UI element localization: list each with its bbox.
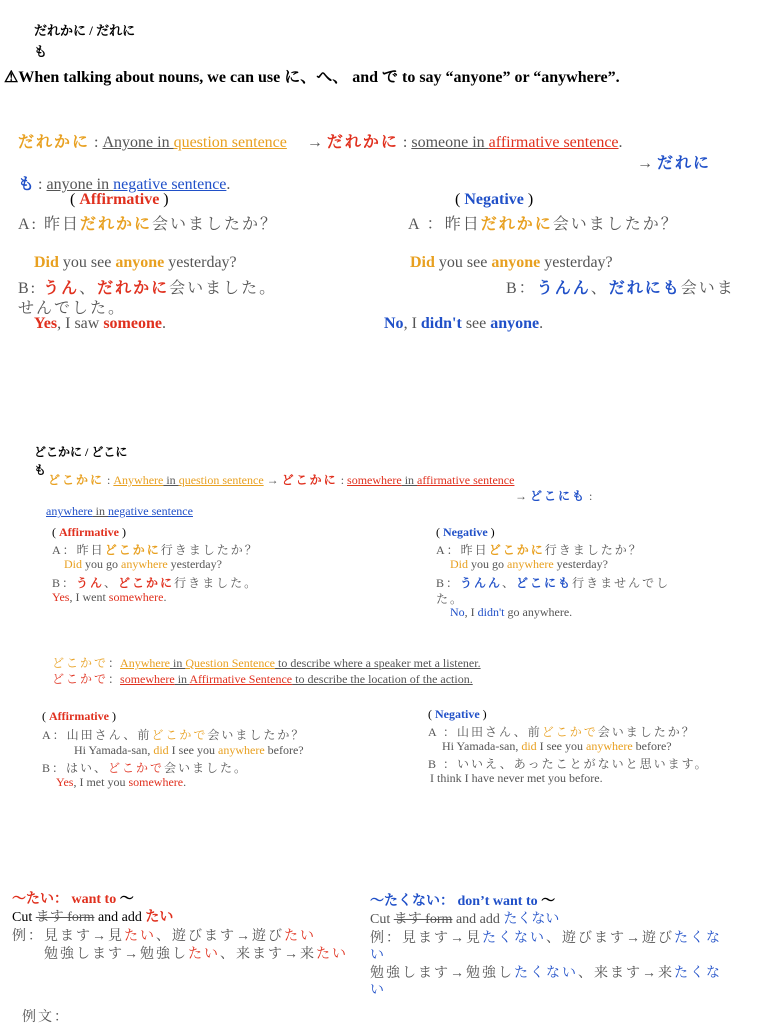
s2-line2: → どこにも : bbox=[515, 489, 593, 503]
s2-left-a: A：昨日どこかに行きましたか？ bbox=[52, 543, 259, 557]
s1-right-b: B：うんん、だれにも会いま bbox=[506, 280, 735, 297]
section1-title-cont: も bbox=[34, 44, 48, 59]
example-sentences-label: 例文： bbox=[22, 1010, 70, 1025]
s2-right-b: B：うんん、どこにも行きませんでし bbox=[436, 576, 671, 590]
s1-left-en2: Yes, I saw someone. bbox=[34, 315, 166, 332]
s4-left-title: 〜たい： want to 〜 bbox=[12, 892, 134, 907]
s4-left-ex2: 勉強します→勉強したい、来ます→来たい bbox=[44, 947, 348, 962]
s1-affirmative-heading: ( Affirmative ) bbox=[70, 191, 169, 208]
s4-left-cut: Cut ます form and add たい bbox=[12, 910, 174, 925]
s2-right-a: A：昨日どこかに行きましたか？ bbox=[436, 543, 643, 557]
s1-right-en2: No, I didn't see anyone. bbox=[384, 315, 544, 332]
s4-right-ex2: 勉強します→勉強したくない、来ます→来たくな bbox=[370, 966, 722, 981]
s3-right-b: B ：いいえ、あったことがないと思います。 bbox=[428, 757, 709, 771]
s1-line1: だれかに : Anyone in question sentence → だれかに : someone in affirmative sentence. bbox=[18, 134, 623, 151]
s3-negative-heading: ( Negative ) bbox=[428, 707, 487, 721]
s2-line1: どこかに : Anywhere in question sentence → どこかに : somewhere in affirmative sentence bbox=[48, 473, 515, 487]
s4-right-title: 〜たくない： don’t want to 〜 bbox=[370, 894, 556, 909]
s3-right-en2: I think I have never met you before. bbox=[430, 771, 603, 785]
s1-line2: → だれに bbox=[637, 155, 712, 172]
s2-left-en1: Did you go anywhere yesterday? bbox=[64, 557, 222, 571]
s2-negative-heading: ( Negative ) bbox=[436, 525, 495, 539]
s2-left-b: B：うん、どこかに行きました。 bbox=[52, 576, 259, 590]
warning-line: ⚠When talking about nouns, we can use に、へ、 and で to say “anyone” or “anywhere”. bbox=[4, 69, 620, 86]
s4-right-ex2-cont: い bbox=[370, 983, 386, 998]
s1-left-b-cont: せんでした。 bbox=[18, 300, 127, 317]
s3-left-b: B：はい、どこかで会いました。 bbox=[42, 761, 249, 775]
s2-right-en2: No, I didn't go anywhere. bbox=[450, 605, 573, 619]
s1-negative-heading: ( Negative ) bbox=[455, 191, 534, 208]
s2-left-en2: Yes, I went somewhere. bbox=[52, 590, 167, 604]
s3-right-a: A ：山田さん、前どこかで会いましたか？ bbox=[428, 725, 696, 739]
s4-right-ex1: 例：見ます→見たくない、遊びます→遊びたくな bbox=[370, 931, 722, 946]
s1-line3: も : anyone in negative sentence. bbox=[18, 176, 231, 193]
section2-title-cont: も bbox=[34, 463, 47, 477]
s1-left-a: A: 昨日だれかに会いましたか？ bbox=[18, 216, 279, 233]
s3-left-a: A：山田さん、前どこかで会いましたか？ bbox=[42, 728, 306, 742]
jp-darekani: だれかに bbox=[18, 134, 91, 151]
s2-line3: anywhere in negative sentence bbox=[46, 504, 193, 518]
s1-left-en1: Did you see anyone yesterday? bbox=[34, 254, 237, 271]
s4-right-cut: Cut ます form and add たくない bbox=[370, 912, 560, 927]
s3-left-en1: Hi Yamada-san, did I see you anywhere before? bbox=[74, 743, 304, 757]
s2-right-en1: Did you go anywhere yesterday? bbox=[450, 557, 608, 571]
s3-affirmative-heading: ( Affirmative ) bbox=[42, 709, 116, 723]
s3-line2: どこかで：somewhere in Affirmative Sentence to describe the location of the action. bbox=[52, 672, 473, 686]
s3-right-en1: Hi Yamada-san, did I see you anywhere before? bbox=[442, 739, 672, 753]
section2-title: どこかに / どこに bbox=[34, 445, 128, 459]
s2-right-b-cont: た。 bbox=[436, 592, 465, 606]
s1-right-a: A ：昨日だれかに会いましたか？ bbox=[408, 216, 679, 233]
s3-line1: どこかで：Anywhere in Question Sentence to describe where a speaker met a listener. bbox=[52, 656, 481, 670]
s4-right-ex1-cont: い bbox=[370, 948, 386, 963]
s2-affirmative-heading: ( Affirmative ) bbox=[52, 525, 126, 539]
section1-title: だれかに / だれに bbox=[34, 23, 136, 38]
s1-left-b: B: うん、だれかに会いました。 bbox=[18, 280, 278, 297]
s4-left-ex1: 例：見ます→見たい、遊びます→遊びたい bbox=[12, 929, 316, 944]
s3-left-en2: Yes, I met you somewhere. bbox=[56, 775, 187, 789]
s1-right-en1: Did you see anyone yesterday? bbox=[410, 254, 613, 271]
